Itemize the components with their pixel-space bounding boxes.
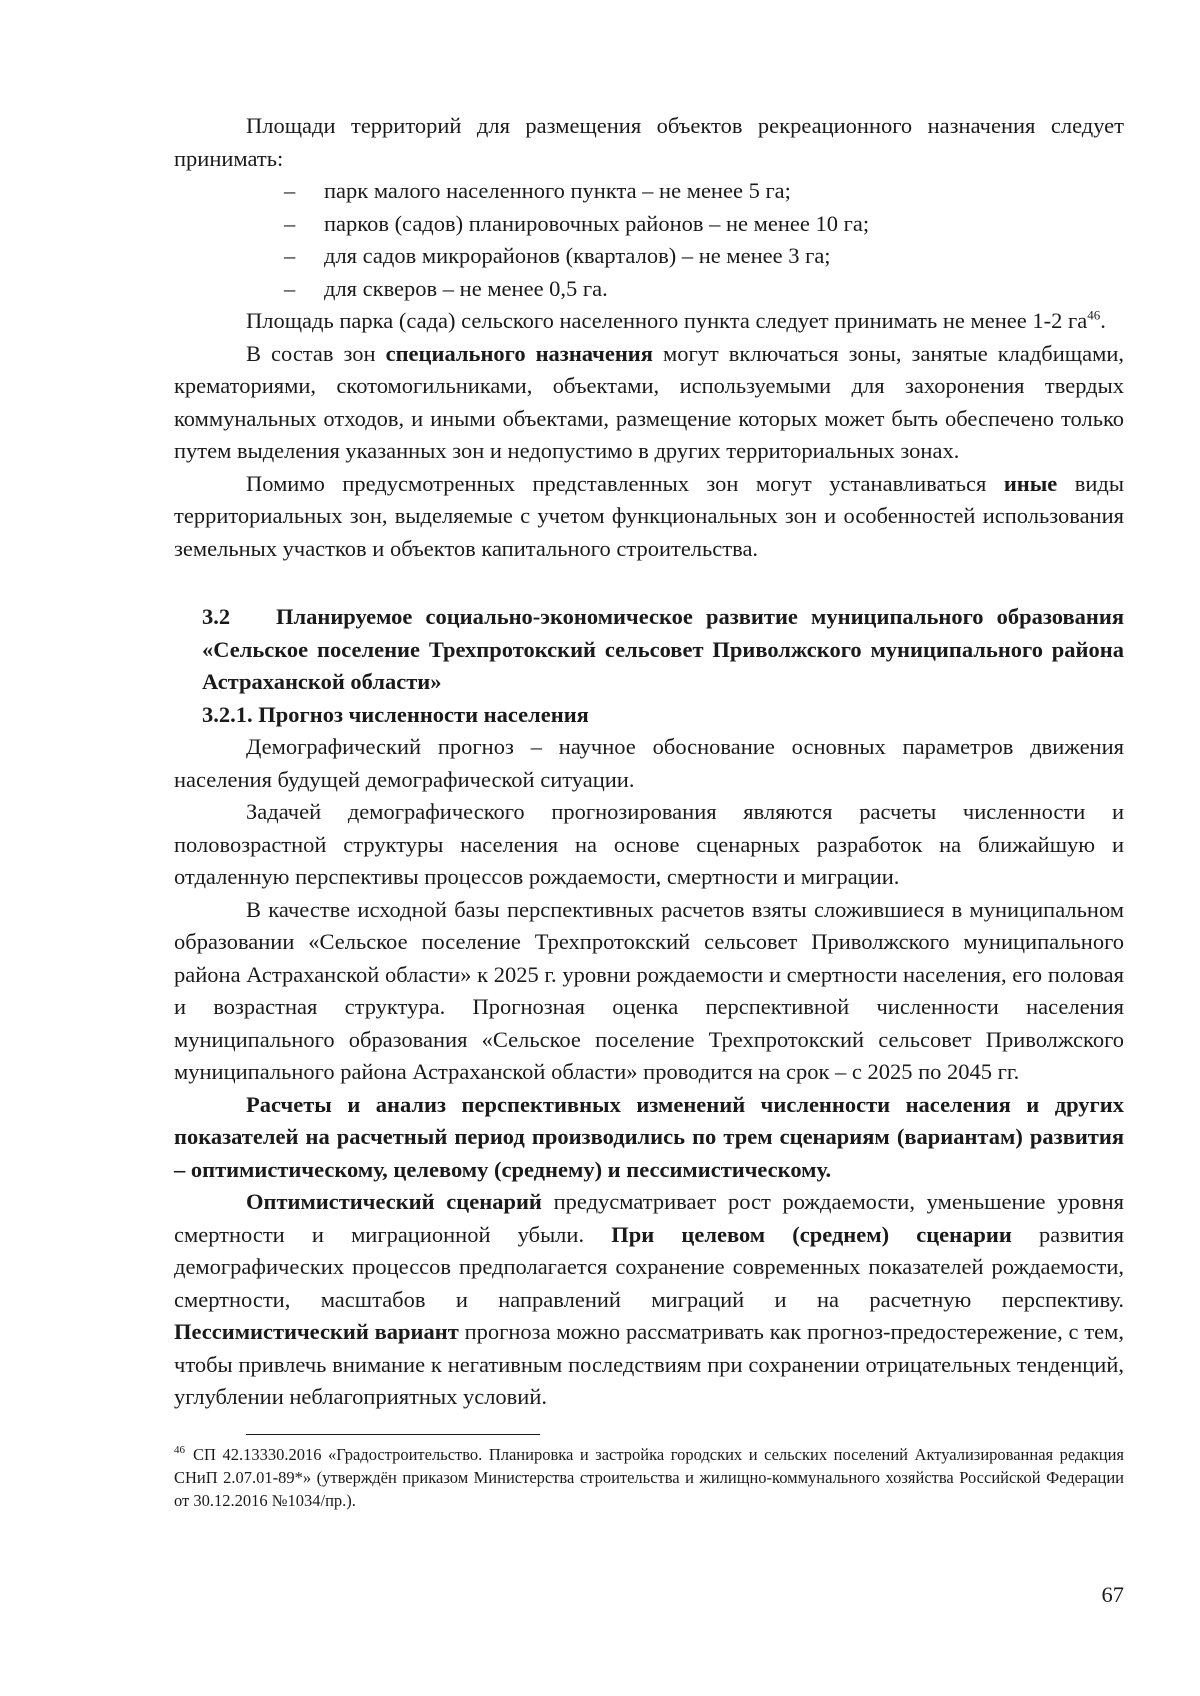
paragraph-base-data: В качестве исходной базы перспективных расчетов взяты сложившиеся в муниципальном образовании «Сельское поселение Трехпротокский сельсовет Приволжского муниципального района Астраханской области» к 2025 г. уровни рождаемости и смертности населения, его половая и возрастная структура. Прогнозная оценка перспективной численности населения муниципального образования «Сельское поселение Трехпротокский сельсовет Приволжского муниципального района Астраханской области» проводится на срок – с 2025 по 2045 гг.: [174, 896, 1124, 1084]
page-number: 67: [1101, 1582, 1124, 1607]
list-item: – парк малого населенного пункта – не менее 5 га;: [284, 175, 1124, 208]
bold-statement: Расчеты и анализ перспективных изменений численности населения и других показателей на расчетный период производились по трем сценариям (вариантам) развития – оптимистическому, целевому (среднему) и пессимистическому.: [174, 1091, 1124, 1182]
footnote-marker: 46: [174, 1444, 185, 1456]
footnote-reference[interactable]: 46: [1087, 307, 1101, 323]
paragraph-special-zones: [174, 338, 1124, 468]
footnote-text: СП 42.13330.2016 «Градостроительство. Планировка и застройка городских и сельских поселений Актуализированная редакция СНиП 2.07.01-89*» (утверждён приказом Министерства строительства и жилищно-коммунального хозяйства Российской Федерации от 30.12.2016 №1034/пр.).: [174, 1444, 1124, 1510]
footnote-divider: [246, 1434, 540, 1435]
paragraph-text: прогноза можно рассматривать как прогноз-предостережение, с тем, чтобы привлечь внимание к негативным последствиям при сохранении отрицательных тенденций, углублении неблагоприятных условий.: [174, 1319, 1125, 1409]
paragraph-demographic-forecast: Демографический прогноз – научное обоснование основных параметров движения населения будущей демографической ситуации.: [174, 734, 1124, 792]
paragraph-text: Помимо предусмотренных представленных зон могут устанавливаться: [246, 470, 1004, 496]
paragraph-text: .: [1100, 308, 1106, 333]
bold-term: Оптимистический сценарий: [246, 1189, 542, 1214]
paragraph-recreation-areas: Площади территорий для размещения объектов рекреационного назначения следует принимать:: [174, 113, 1124, 171]
list-item: – для скверов – не менее 0,5 га.: [284, 273, 1124, 306]
subsection-heading: 3.2.1. Прогноз численности населения: [202, 701, 589, 727]
section-number: 3.2: [202, 604, 231, 629]
list-item: – парков (садов) планировочных районов – не менее 10 га;: [284, 208, 1124, 241]
paragraph-text: могут включаться зоны, занятые кладбищами, крематориями, скотомогильниками, объектами, используемыми для захоронения твердых коммунальных отходов, и иными объектами, размещение которых может быть обеспечено только путем выделения указанных зон и недопустимо в других территориальных зонах.: [174, 340, 1124, 463]
bold-term: При целевом (среднем) сценарии: [611, 1221, 1012, 1247]
paragraph-scenario-descriptions: [174, 1186, 1124, 1414]
paragraph-other-zones: [174, 468, 1124, 566]
section-heading: [174, 601, 1124, 699]
bold-term: Пессимистический вариант: [174, 1319, 459, 1344]
document-page: [174, 110, 1124, 1512]
paragraph-village-park: [174, 305, 1124, 338]
recreation-area-list: [174, 175, 1124, 305]
paragraph-text: Площадь парка (сада) сельского населенного пункта следует принимать не менее 1-2 га: [246, 308, 1088, 333]
paragraph-text: В состав зон: [246, 340, 386, 366]
paragraph-forecast-task: Задачей демографического прогнозирования являются расчеты численности и половозрастной структуры населения на основе сценарных разработок на ближайшую и отдаленную перспективы процессов рождаемости, смертности и миграции.: [174, 799, 1124, 889]
paragraph-text: предусматривает рост рождаемости, уменьшение уровня смертности и миграционной убыли.: [174, 1189, 1124, 1247]
paragraph-scenarios: [174, 1089, 1124, 1187]
paragraph-text: виды территориальных зон, выделяемые с учетом функциональных зон и особенностей использования земельных участков и объектов капитального строительства.: [174, 470, 1125, 561]
bold-term: специального назначения: [385, 340, 653, 366]
section-title: Планируемое социально-экономическое развитие муниципального образования «Сельское поселение Трехпротокский сельсовет Приволжского муниципального района Астраханской области»: [202, 604, 1124, 694]
footnote-area: [174, 1434, 1124, 1512]
footnote: [174, 1443, 1124, 1512]
bold-term: иные: [1003, 470, 1058, 496]
list-item: – для садов микрорайонов (кварталов) – не менее 3 га;: [284, 240, 1124, 273]
paragraph-text: развития демографических процессов предполагается сохранение современных показателей рождаемости, смертности, масштабов и направлений миграций и на расчетную перспективу.: [174, 1221, 1124, 1312]
